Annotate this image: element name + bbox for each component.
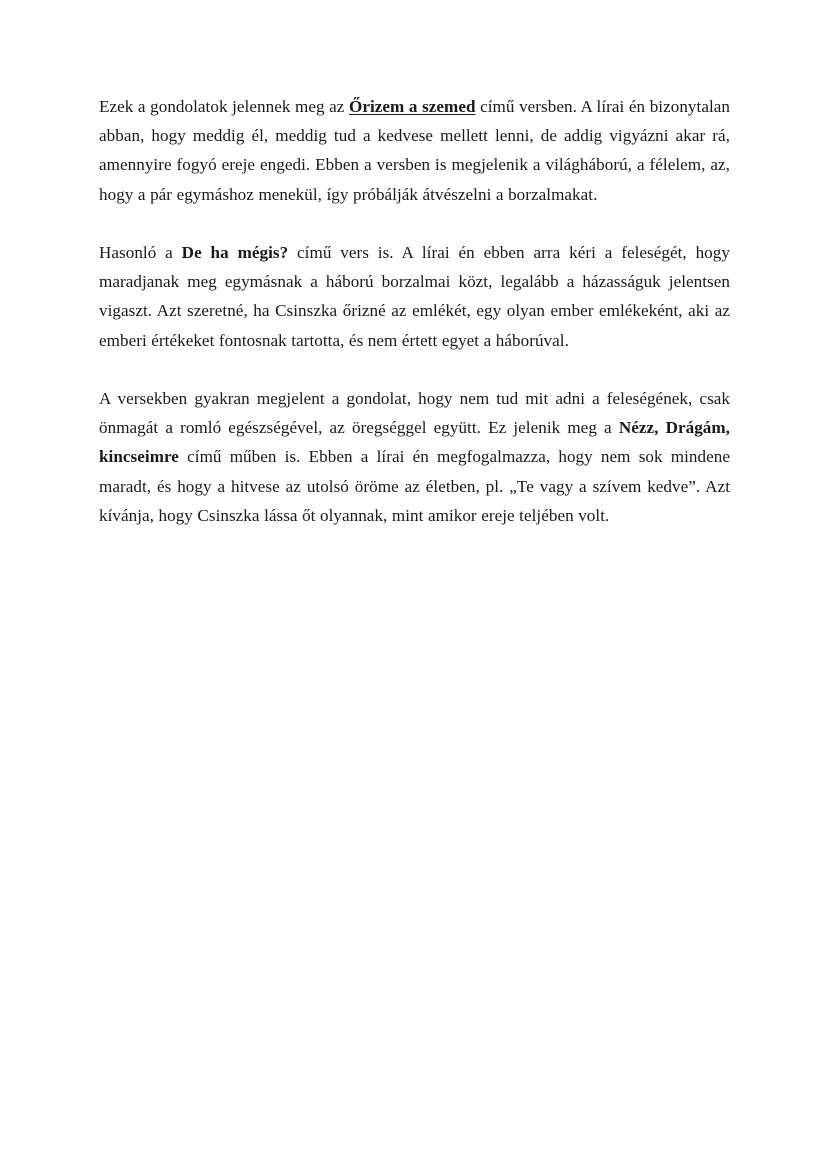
paragraph-2 <box>99 238 730 355</box>
work-title-de-ha-megis: De ha mégis? <box>181 243 289 262</box>
paragraph-1-segment-1: Ezek a gondolatok jelennek meg az <box>99 97 349 116</box>
paragraph-3 <box>99 384 730 530</box>
work-title-nezz-dragam-kincseimre: Nézz, Drágám, kincseimre <box>99 418 731 467</box>
paragraph-2-segment-3: című vers is. A lírai én ebben arra kéri a feleségét, hogy maradjanak meg egymásnak a háború borzalmai közt, legalább a házasságuk jelentsen vigaszt. Azt szeretné, ha Csinszka őrizné az emlékét, egy olyan ember emlékeként, aki az emberi értékeket fontosnak tartotta, és nem értett egyet a háborúval. <box>99 243 730 350</box>
work-title-orizem-a-szemed: Őrizem a szemed <box>349 97 476 116</box>
paragraph-1 <box>99 92 730 209</box>
paragraph-1-segment-3: című versben. A lírai én bizonytalan abban, hogy meddig él, meddig tud a kedvese mellett lenni, de addig vigyázni akar rá, amennyire fogyó ereje engedi. Ebben a versben is megjelenik a világháború, a félelem, az, hogy a pár egymáshoz menekül, így próbálják átvészelni a borzalmakat. <box>99 97 730 204</box>
paragraph-3-segment-1: A versekben gyakran megjelent a gondolat, hogy nem tud mit adni a feleségének, csak önmagát a romló egészségével, az öregséggel együtt. Ez jelenik meg a <box>99 389 730 438</box>
paragraph-3-segment-3: című műben is. Ebben a lírai én megfogalmazza, hogy nem sok mindene maradt, és hogy a hitvese az utolsó öröme az életben, pl. „Te vagy a szívem kedve”. Azt kívánja, hogy Csinszka lássa őt olyannak, mint amikor ereje teljében volt. <box>99 447 730 525</box>
paragraph-2-segment-1: Hasonló a <box>99 243 182 262</box>
document-text-body <box>99 92 730 530</box>
